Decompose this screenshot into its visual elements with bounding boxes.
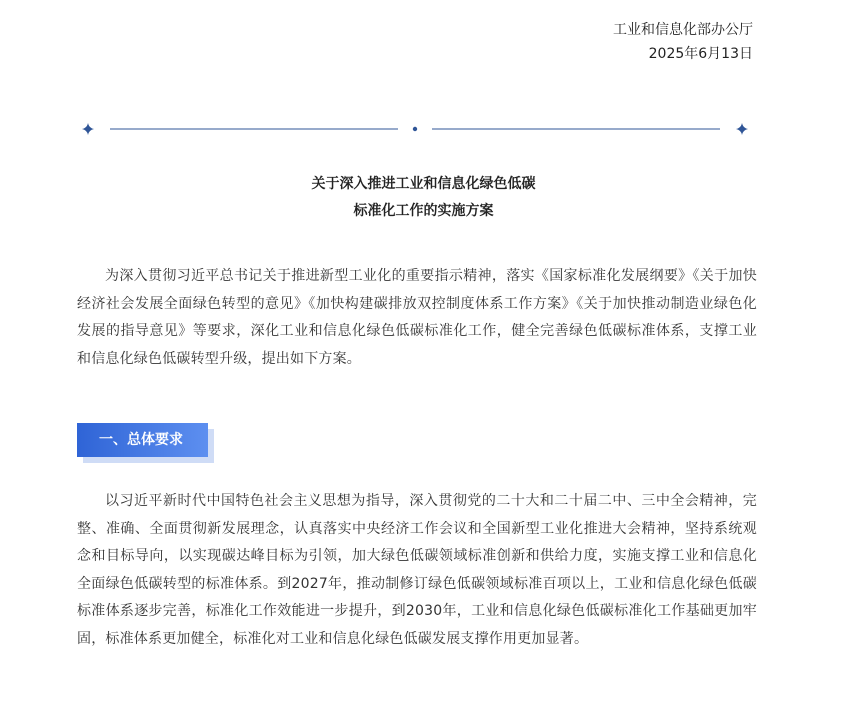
section-1-body: 以习近平新时代中国特色社会主义思想为指导，深入贯彻党的二十大和二十届二中、三中全会精神，完整、准确、全面贯彻新发展理念，认真落实中央经济工作会议和全国新型工业化推进大会精神，坚持系统观念和目标导向，以实现碳达峰目标为引领，加大绿色低碳领域标准创新和供给力度，实施支撑工业和信息化全面绿色低碳转型的标准体系。到2027年，推动制修订绿色低碳领域标准百项以上，工业和信息化绿色低碳标准体系逐步完善，标准化工作效能进一步提升，到2030年，工业和信息化绿色低碳标准化工作基础更加牢固，标准体系更加健全，标准化对工业和信息化绿色低碳发展支撑作用更加显著。 xyxy=(77,493,757,647)
decorative-divider xyxy=(80,118,750,140)
title-line-2: 标准化工作的实施方案 xyxy=(353,203,494,219)
heading-label: 一、总体要求 xyxy=(77,423,208,457)
issuer-block xyxy=(613,18,753,66)
divider-center-dot xyxy=(413,127,417,131)
issue-date: 2025年6月13日 xyxy=(648,46,753,62)
divider-graphic xyxy=(80,118,750,140)
title-line-1: 关于深入推进工业和信息化绿色低碳 xyxy=(311,176,536,192)
sparkle-icon xyxy=(736,123,748,135)
issuer-org: 工业和信息化部办公厅 xyxy=(613,22,753,38)
intro-paragraph: 为深入贯彻习近平总书记关于推进新型工业化的重要指示精神，落实《国家标准化发展纲要》《关于加快经济社会发展全面绿色转型的意见》《加快构建碳排放双控制度体系工作方案》《关于加快推动制造业绿色化发展的指导意见》等要求，深化工业和信息化绿色低碳标准化工作，健全完善绿色低碳标准体系，支撑工业和信息化绿色低碳转型升级，提出如下方案。 xyxy=(77,268,757,367)
sparkle-icon xyxy=(82,123,94,135)
document-title xyxy=(0,171,847,225)
section-heading-general-requirements xyxy=(77,423,214,463)
